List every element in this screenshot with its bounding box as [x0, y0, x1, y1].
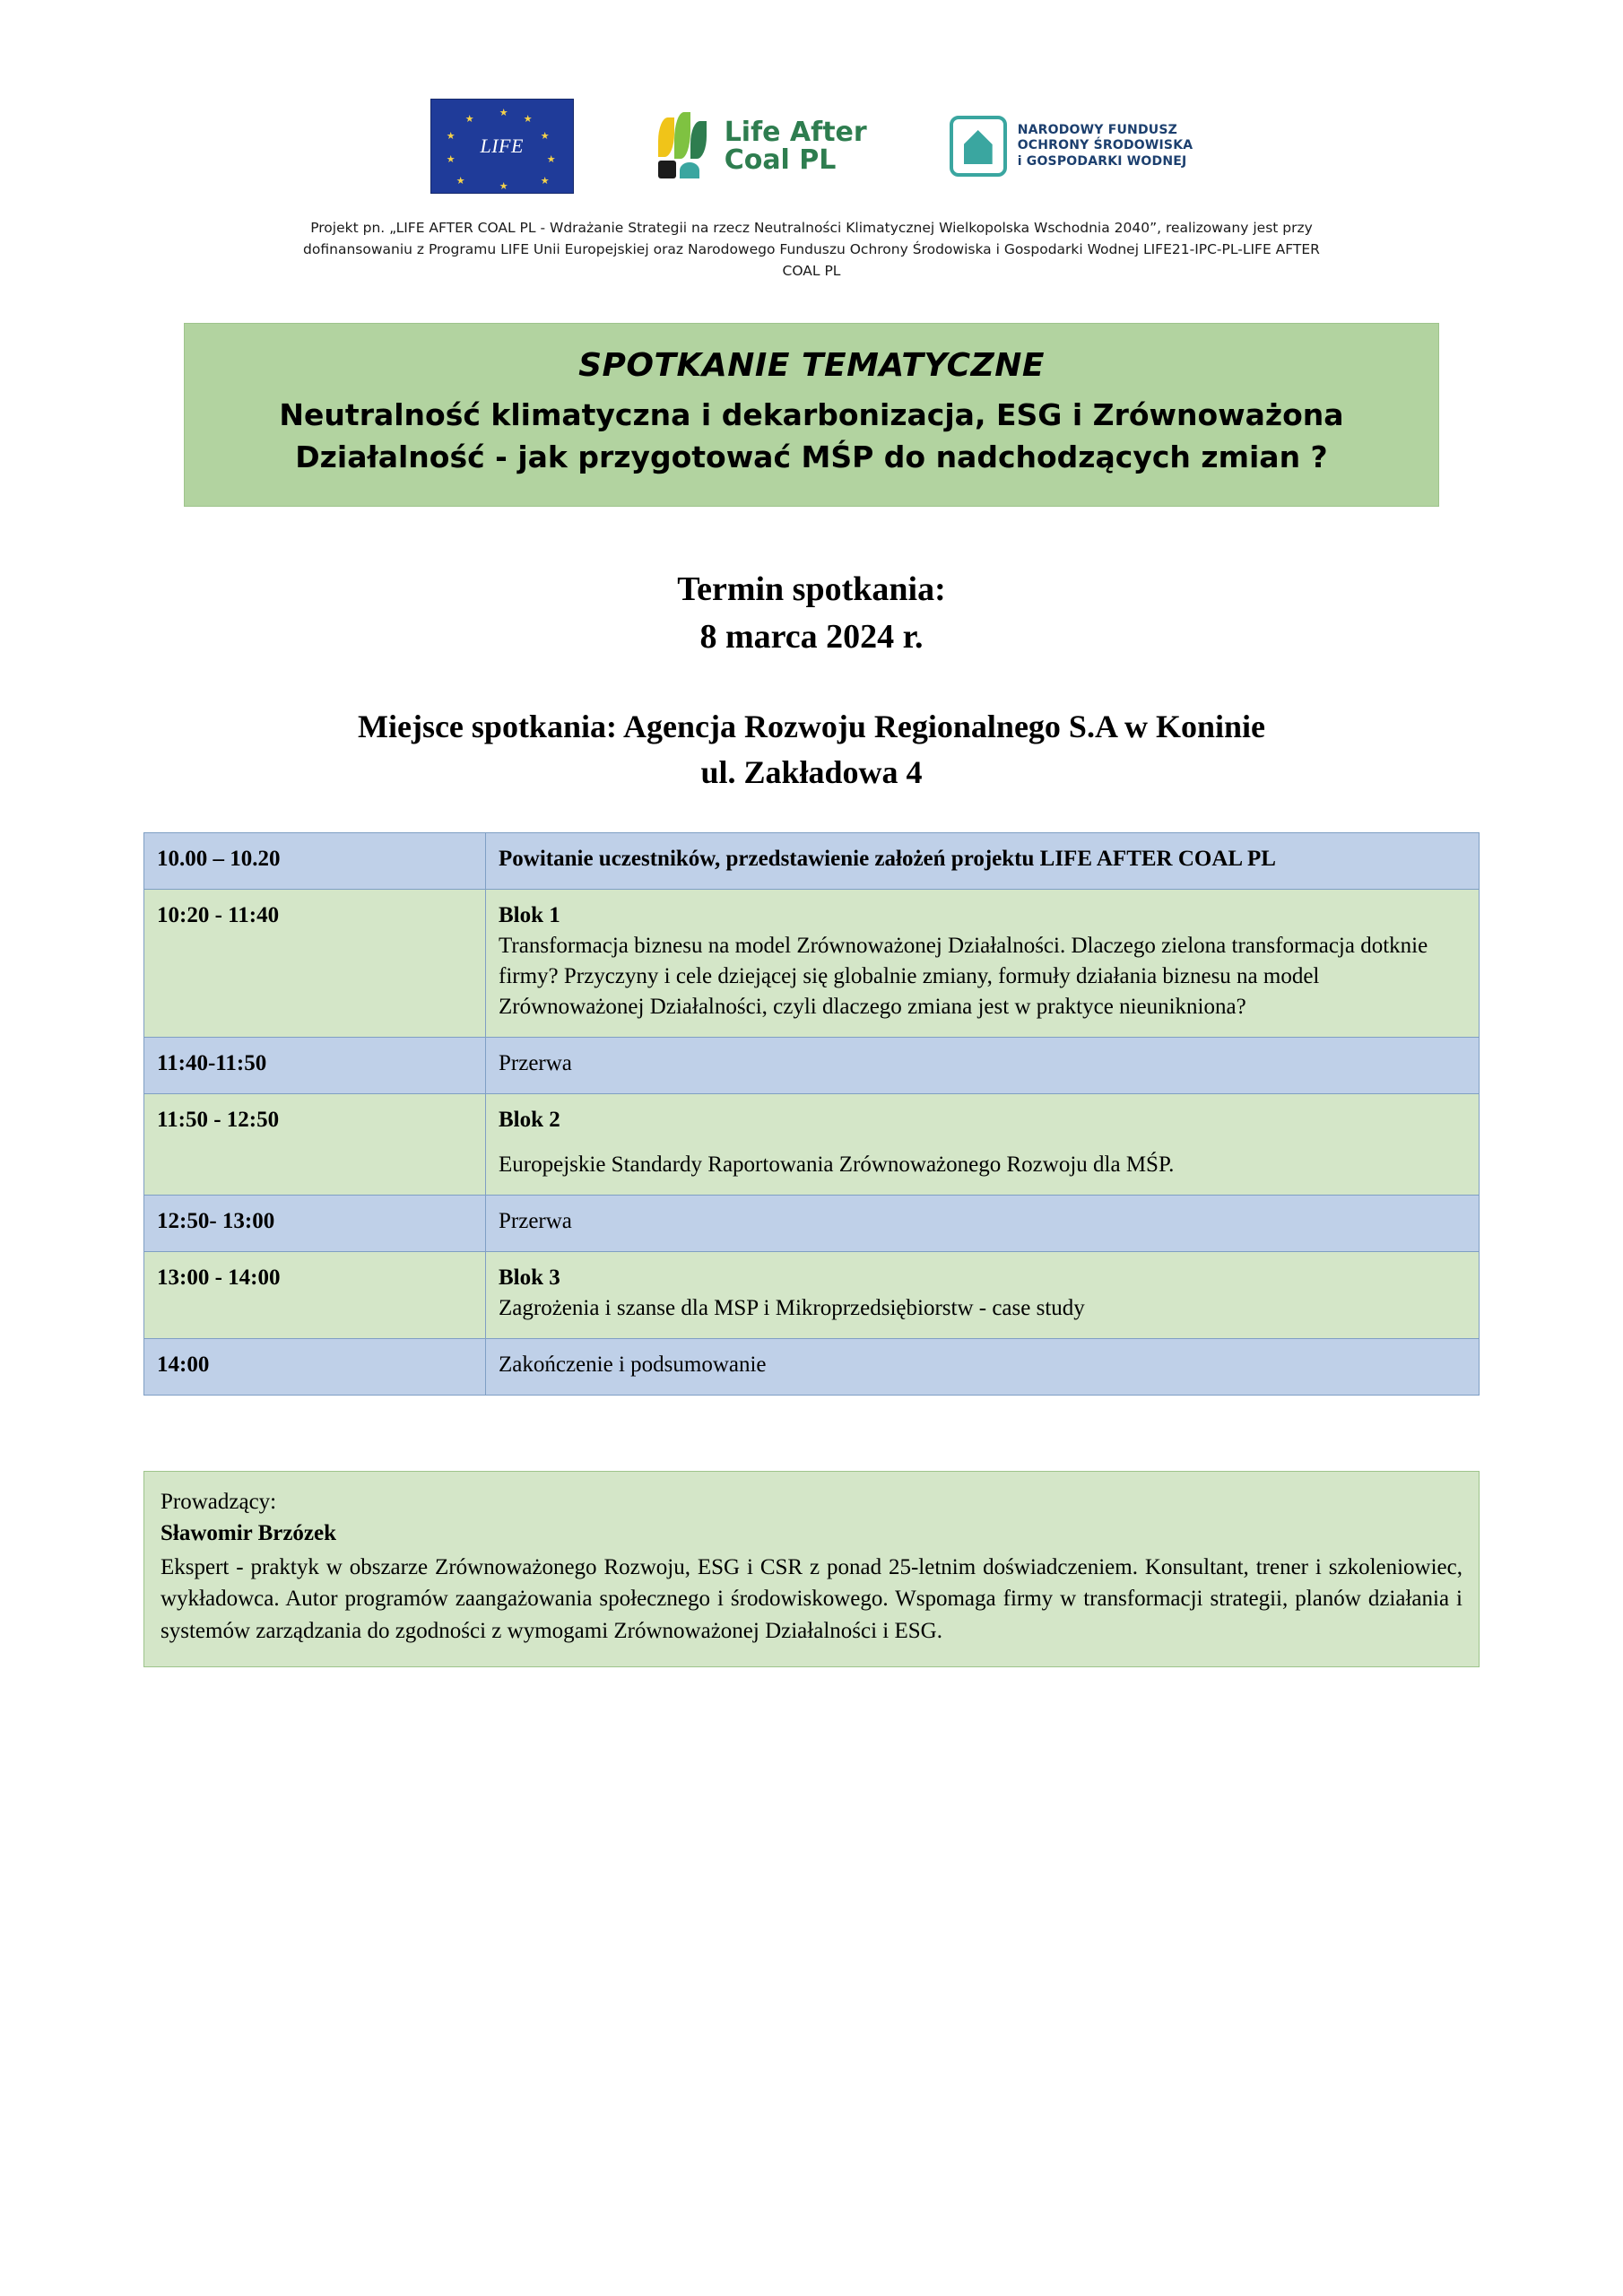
presenter-label: Prowadzący: [161, 1489, 277, 1514]
meeting-place-block [115, 704, 1508, 795]
logo-row [115, 99, 1508, 194]
title-banner [184, 323, 1439, 507]
agenda-block-heading: Blok 2 [499, 1107, 560, 1132]
agenda-block-text: Zakończenie i podsumowanie [499, 1352, 767, 1377]
presenter-name: Sławomir Brzózek [161, 1521, 337, 1546]
nfosigw-logo [950, 116, 1193, 177]
agenda-description-cell [486, 1093, 1480, 1195]
meeting-place-line1: Miejsce spotkania: Agencja Rozwoju Regionalnego S.A w Koninie [358, 709, 1265, 745]
eu-stars: ★ ★ ★ ★ ★ ★ ★ ★ ★ ★ [446, 108, 556, 192]
lac-line1: Life After [724, 116, 867, 148]
agenda-description-cell [486, 889, 1480, 1037]
agenda-time-cell: 14:00 [144, 1338, 486, 1395]
table-row [144, 1093, 1480, 1195]
agenda-block-text: Przerwa [499, 1208, 572, 1233]
nfosigw-mark-icon [950, 116, 1007, 177]
eu-life-wordmark: LIFE [480, 135, 524, 157]
agenda-time-cell: 10:20 - 11:40 [144, 889, 486, 1037]
agenda-time-cell: 11:40-11:50 [144, 1037, 486, 1093]
presenter-box [143, 1471, 1480, 1668]
nfos-line2: OCHRONY ŚRODOWISKA [1017, 138, 1193, 153]
eu-life-flag-logo [430, 99, 574, 194]
meeting-place-line2: ul. Zakładowa 4 [700, 753, 923, 790]
table-row [144, 1338, 1480, 1395]
nfosigw-wordmark [1018, 123, 1193, 170]
meeting-date-label: Termin spotkania: [677, 570, 946, 608]
agenda-description-cell [486, 832, 1480, 889]
agenda-block-text: Zagrożenia i szanse dla MSP i Mikroprzedsiębiorstw - case study [499, 1295, 1085, 1320]
life-after-coal-wordmark [725, 118, 867, 175]
nfos-line1: NARODOWY FUNDUSZ [1017, 122, 1177, 137]
leaf-icon [656, 112, 712, 180]
meeting-date-value: 8 marca 2024 r. [699, 617, 924, 656]
banner-title: Neutralność klimatyczna i dekarbonizacja, ESG i Zrównoważona Działalność - jak przygotować MŚP do nadchodzących zmian ? [279, 397, 1344, 474]
table-row [144, 1195, 1480, 1251]
project-funding-note: Projekt pn. „LIFE AFTER COAL PL - Wdrażanie Strategii na rzecz Neutralności Klimatycznej Wielkopolska Wschodnia 2040”, realizowany jest przy dofinansowaniu z Programu LIFE Unii Europejskiej oraz Narodowego Funduszu Ochrony Środowiska i Gospodarki Wodnej LIFE21-IPC-PL-LIFE AFTER COAL PL [303, 220, 1320, 280]
agenda-block-text: Powitanie uczestników, przedstawienie założeń projektu LIFE AFTER COAL PL [499, 846, 1276, 871]
agenda-block-text: Przerwa [499, 1050, 572, 1075]
agenda-time-cell: 10.00 – 10.20 [144, 832, 486, 889]
agenda-block-heading: Blok 3 [499, 1265, 560, 1290]
presenter-bio: Ekspert - praktyk w obszarze Zrównoważonego Rozwoju, ESG i CSR z ponad 25-letnim doświadczeniem. Konsultant, trener i szkoleniowiec, wykładowca. Autor programów zaangażowania społecznego i środowiskowego. Wspomaga firmy w transformacji strategii, planów działania i systemów zarządzania do zgodności z wymogami Zrównoważonej Działalności i ESG. [161, 1554, 1462, 1643]
table-row [144, 832, 1480, 889]
nfos-line3: i GOSPODARKI WODNEJ [1017, 153, 1187, 169]
agenda-description-cell [486, 1037, 1480, 1093]
life-after-coal-pl-logo [656, 112, 867, 180]
agenda-block-text: Transformacja biznesu na model Zrównoważonej Działalności. Dlaczego zielona transformacja dotknie firmy? Przyczyny i cele dziejącej się globalnie zmiany, formuły działania biznesu na model Zrównoważonej Działalności, czyli dlaczego zmiana jest w praktyce nieunikniona? [499, 933, 1428, 1019]
agenda-description-cell [486, 1195, 1480, 1251]
agenda-time-cell: 13:00 - 14:00 [144, 1251, 486, 1338]
agenda-block-heading: Blok 1 [499, 902, 560, 927]
table-row [144, 1037, 1480, 1093]
table-row [144, 889, 1480, 1037]
table-row [144, 1251, 1480, 1338]
agenda-time-cell: 11:50 - 12:50 [144, 1093, 486, 1195]
agenda-spacer [499, 1135, 1466, 1150]
agenda-time-cell: 12:50- 13:00 [144, 1195, 486, 1251]
banner-kicker: SPOTKANIE TEMATYCZNE [578, 347, 1045, 385]
agenda-block-text: Europejskie Standardy Raportowania Zrównoważonego Rozwoju dla MŚP. [499, 1152, 1175, 1177]
lac-line2: Coal PL [724, 144, 837, 176]
agenda-table [143, 832, 1480, 1396]
agenda-description-cell [486, 1338, 1480, 1395]
meeting-date-block [115, 566, 1508, 661]
agenda-description-cell [486, 1251, 1480, 1338]
